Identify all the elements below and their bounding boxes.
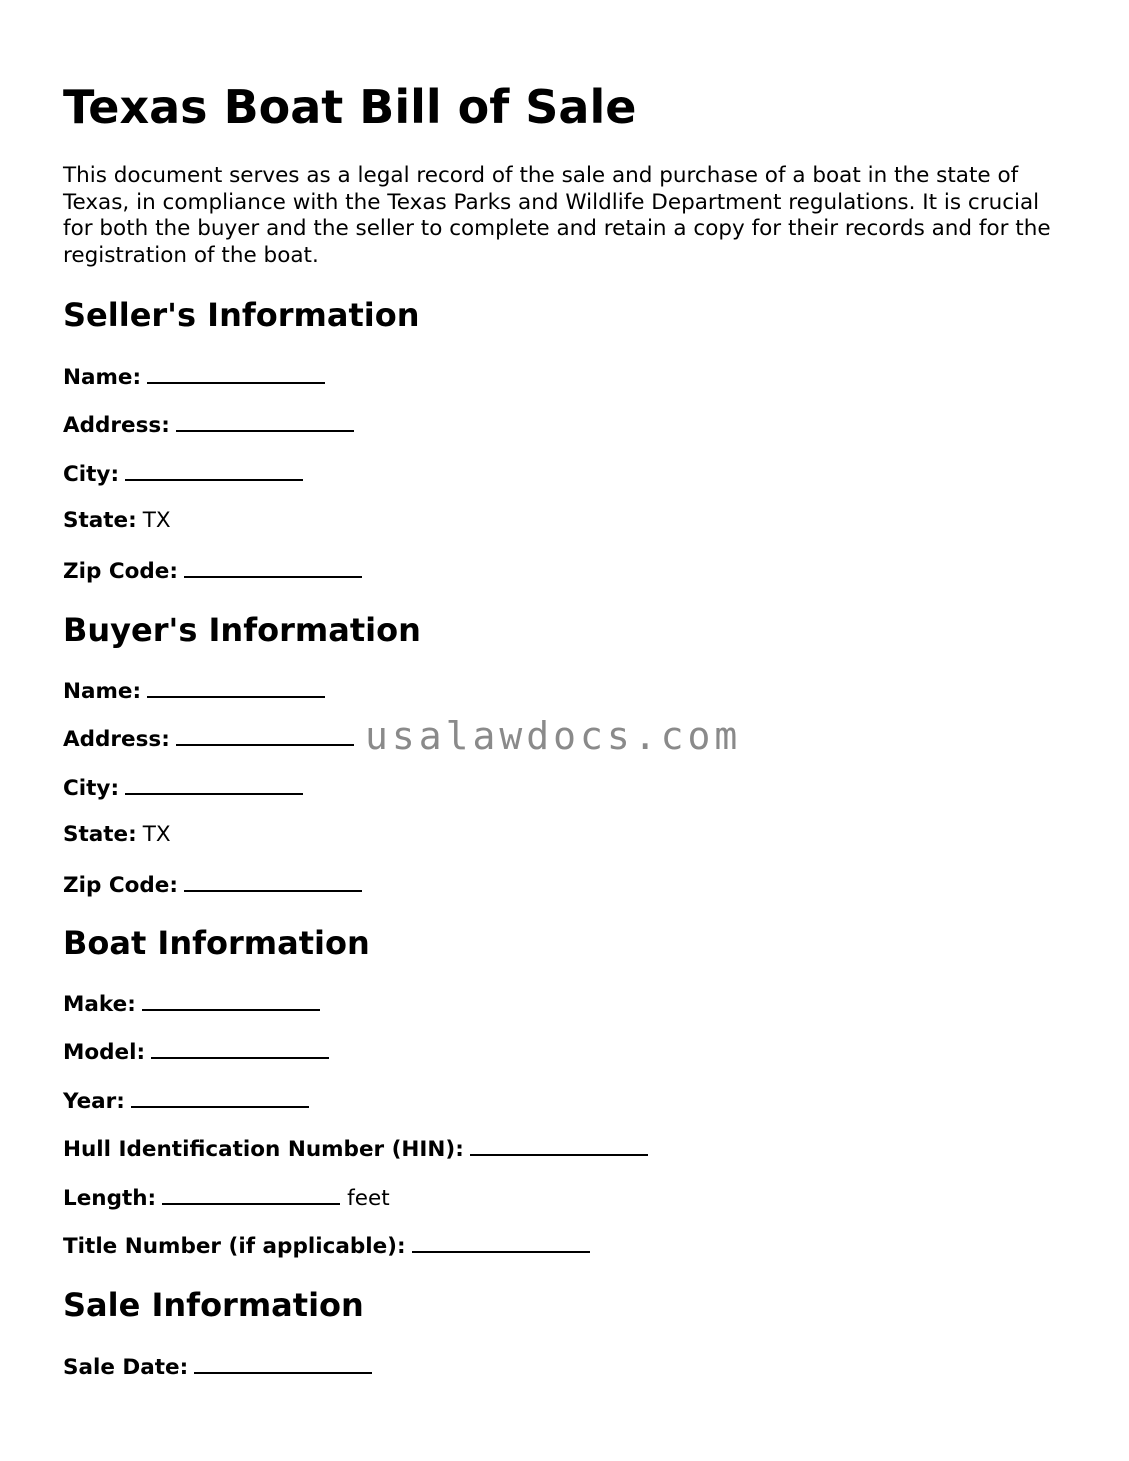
boat-length-label: Length: — [63, 1186, 157, 1211]
seller-section-heading: Seller's Information — [63, 296, 420, 334]
buyer-name-label: Name: — [63, 679, 142, 704]
seller-zip-field — [63, 556, 362, 586]
boat-title-number-field — [63, 1231, 590, 1261]
boat-length-unit: feet — [347, 1186, 390, 1211]
buyer-city-label: City: — [63, 776, 120, 801]
buyer-address-label: Address: — [63, 727, 170, 752]
boat-hin-field — [63, 1134, 648, 1164]
seller-zip-blank[interactable] — [184, 556, 362, 578]
boat-year-field — [63, 1086, 309, 1116]
seller-city-field — [63, 459, 303, 489]
buyer-zip-label: Zip Code: — [63, 873, 178, 898]
buyer-state-value: TX — [142, 822, 171, 847]
seller-city-label: City: — [63, 462, 120, 487]
boat-hin-label: Hull Identification Number (HIN): — [63, 1137, 464, 1162]
buyer-section-heading: Buyer's Information — [63, 611, 421, 649]
seller-name-label: Name: — [63, 365, 142, 390]
buyer-zip-blank[interactable] — [184, 870, 362, 892]
sale-date-blank[interactable] — [194, 1352, 372, 1374]
buyer-city-blank[interactable] — [125, 773, 303, 795]
boat-make-field — [63, 989, 320, 1019]
watermark-text: usalawdocs.com — [365, 714, 742, 758]
boat-year-blank[interactable] — [131, 1086, 309, 1108]
seller-state-field — [63, 507, 171, 535]
boat-length-field — [63, 1183, 390, 1213]
boat-model-field — [63, 1037, 329, 1067]
seller-address-field — [63, 410, 354, 440]
seller-state-label: State: — [63, 508, 137, 533]
boat-title-number-blank[interactable] — [412, 1231, 590, 1253]
sale-date-field — [63, 1352, 372, 1382]
seller-zip-label: Zip Code: — [63, 559, 178, 584]
boat-section-heading: Boat Information — [63, 924, 370, 962]
buyer-name-blank[interactable] — [147, 676, 325, 698]
boat-make-blank[interactable] — [142, 989, 320, 1011]
boat-year-label: Year: — [63, 1089, 125, 1114]
seller-address-blank[interactable] — [176, 410, 354, 432]
buyer-state-label: State: — [63, 822, 137, 847]
buyer-address-blank[interactable] — [176, 724, 354, 746]
boat-length-blank[interactable] — [162, 1183, 340, 1205]
page-title: Texas Boat Bill of Sale — [63, 80, 637, 134]
seller-state-value: TX — [142, 508, 171, 533]
seller-address-label: Address: — [63, 413, 170, 438]
buyer-zip-field — [63, 870, 362, 900]
boat-hin-blank[interactable] — [470, 1134, 648, 1156]
boat-title-number-label: Title Number (if applicable): — [63, 1234, 406, 1259]
seller-name-field — [63, 362, 325, 392]
buyer-name-field — [63, 676, 325, 706]
buyer-address-field — [63, 724, 354, 754]
sale-section-heading: Sale Information — [63, 1286, 364, 1324]
buyer-city-field — [63, 773, 303, 803]
sale-date-label: Sale Date: — [63, 1355, 189, 1380]
boat-make-label: Make: — [63, 992, 136, 1017]
buyer-state-field — [63, 821, 171, 849]
intro-paragraph: This document serves as a legal record of the sale and purchase of a boat in the state of Texas, in compliance with the Texas Parks and Wildlife Department regulations. It is crucial for both the buyer and the seller to complete and retain a copy for their records and for the registration of the boat. — [63, 163, 1051, 268]
seller-city-blank[interactable] — [125, 459, 303, 481]
seller-name-blank[interactable] — [147, 362, 325, 384]
boat-model-blank[interactable] — [151, 1037, 329, 1059]
boat-model-label: Model: — [63, 1040, 146, 1065]
